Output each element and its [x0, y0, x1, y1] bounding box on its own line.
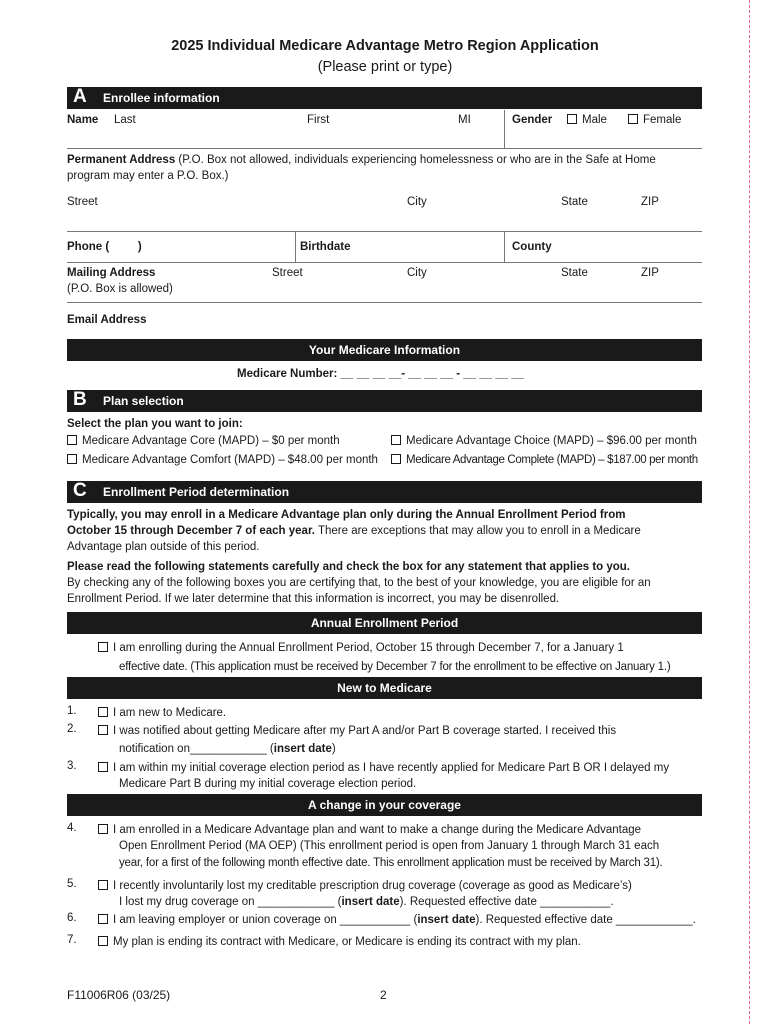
change-option-5[interactable] — [98, 878, 632, 894]
aep-checkbox[interactable] — [98, 642, 108, 652]
new-2-checkbox[interactable] — [98, 725, 108, 735]
divider — [295, 232, 296, 262]
last-name-field[interactable]: Last — [114, 114, 136, 126]
section-c-letter: C — [73, 480, 87, 501]
change-6-pre: I am leaving employer or union coverage on ___________ ( — [113, 914, 418, 926]
divider — [504, 232, 505, 262]
plan-option-choice[interactable] — [391, 435, 697, 447]
plan-option-complete[interactable] — [391, 454, 698, 466]
mailing-zip-field[interactable]: ZIP — [641, 267, 659, 279]
plan-comfort-checkbox[interactable] — [67, 454, 77, 464]
section-b-letter: B — [73, 389, 87, 410]
plan-comfort-label: Medicare Advantage Comfort (MAPD) – $48.00 per month — [82, 454, 378, 466]
mailing-state-field[interactable]: State — [561, 267, 588, 279]
permanent-city-field[interactable]: City — [407, 196, 427, 208]
plan-choice-label: Medicare Advantage Choice (MAPD) – $96.00 per month — [406, 435, 697, 447]
change-7-checkbox[interactable] — [98, 936, 108, 946]
section-a-title: Enrollee information — [103, 91, 220, 105]
change-4-line-3: year, for a first of the following month effective date. This enrollment application must be received by March 31). — [119, 857, 663, 869]
mailing-address-note: (P.O. Box is allowed) — [67, 283, 173, 295]
divider — [504, 110, 505, 148]
aep-line-1: I am enrolling during the Annual Enrollment Period, October 15 through December 7, for a January 1 — [113, 642, 624, 654]
new-to-medicare-header: New to Medicare — [67, 677, 702, 699]
change-4-line-2: Open Enrollment Period (MA OEP) (This enrollment period is open from January 1 through March 31 each — [119, 840, 660, 852]
cut-line — [749, 0, 750, 1024]
mailing-street-field[interactable]: Street — [272, 267, 303, 279]
section-a-header — [67, 87, 702, 109]
plan-option-comfort[interactable] — [67, 454, 378, 466]
divider — [67, 148, 702, 149]
new-3-continued: Medicare Part B during my initial coverage election period. — [119, 778, 417, 790]
email-address-field[interactable]: Email Address — [67, 314, 147, 326]
permanent-state-field[interactable]: State — [561, 196, 588, 208]
medicare-number-field[interactable]: Medicare Number: __ __ __ __- __ __ __ - __ __ __ __ — [237, 368, 525, 380]
intro-bold-2: October 15 through December 7 of each year. — [67, 525, 315, 537]
item-number: 5. — [67, 878, 77, 890]
enrollment-intro — [67, 507, 707, 555]
plan-prompt: Select the plan you want to join: — [67, 418, 243, 430]
permanent-address-title: Permanent Address — [67, 154, 176, 166]
item-number: 7. — [67, 934, 77, 946]
plan-complete-label: Medicare Advantage Complete (MAPD) – $187.00 per month — [406, 454, 698, 466]
medicare-info-header: Your Medicare Information — [67, 339, 702, 361]
permanent-address-label — [67, 152, 707, 184]
divider — [67, 302, 702, 303]
gender-female-option[interactable] — [628, 114, 681, 126]
divider — [67, 231, 702, 232]
form-subtitle: (Please print or type) — [317, 59, 453, 75]
aep-line-2: effective date. (This application must be received by December 7 for the enrollment to be effective on January 1.) — [119, 661, 671, 673]
change-6-checkbox[interactable] — [98, 914, 108, 924]
new-2-continued — [119, 741, 336, 757]
change-coverage-header: A change in your coverage — [67, 794, 702, 816]
mi-field[interactable]: MI — [458, 114, 471, 126]
change-option-6[interactable] — [98, 912, 696, 928]
section-a-letter: A — [73, 86, 87, 107]
male-label: Male — [582, 114, 607, 126]
new-1-label: I am new to Medicare. — [113, 707, 227, 719]
new-1-checkbox[interactable] — [98, 707, 108, 717]
mailing-city-field[interactable]: City — [407, 267, 427, 279]
new-option-3[interactable] — [98, 760, 669, 776]
divider — [67, 262, 702, 263]
section-c-header — [67, 481, 702, 503]
permanent-address-note-2: program may enter a P.O. Box.) — [67, 170, 229, 182]
new-2-date-pre: notification on____________ ( — [119, 743, 274, 755]
plan-core-label: Medicare Advantage Core (MAPD) – $0 per month — [82, 435, 340, 447]
permanent-zip-field[interactable]: ZIP — [641, 196, 659, 208]
page-number: 2 — [380, 988, 387, 1002]
aep-option[interactable] — [98, 640, 624, 656]
new-2-date-post: ) — [331, 743, 336, 755]
gender-male-option[interactable] — [567, 114, 607, 126]
female-label: Female — [643, 114, 682, 126]
plan-complete-checkbox[interactable] — [391, 454, 401, 464]
new-3-checkbox[interactable] — [98, 762, 108, 772]
male-checkbox[interactable] — [567, 114, 577, 124]
plan-core-checkbox[interactable] — [67, 435, 77, 445]
new-option-1[interactable] — [98, 705, 226, 721]
item-number: 1. — [67, 705, 77, 717]
name-label: Name — [67, 114, 99, 126]
permanent-street-field[interactable]: Street — [67, 196, 98, 208]
item-number: 3. — [67, 760, 77, 772]
change-4-line-1: I am enrolled in a Medicare Advantage plan and want to make a change during the Medicare Advantage — [113, 824, 642, 836]
plan-option-core[interactable] — [67, 435, 340, 447]
intro-line-3: Advantage plan outside of this period. — [67, 541, 260, 553]
change-4-checkbox[interactable] — [98, 824, 108, 834]
enrollment-instructions — [67, 559, 707, 607]
new-2-date-bold: insert date — [273, 743, 332, 755]
permanent-address-note-1: (P.O. Box not allowed, individuals experiencing homelessness or who are in the Safe at Home — [175, 154, 656, 166]
new-3-label: I am within my initial coverage election period as I have recently applied for Medicare Part B OR I delayed my — [113, 762, 670, 774]
change-7-label: My plan is ending its contract with Medicare, or Medicare is ending its contract with my plan. — [113, 936, 581, 948]
section-b-title: Plan selection — [103, 394, 184, 408]
change-6-post: ). Requested effective date ____________. — [475, 914, 696, 926]
new-2-label: I was notified about getting Medicare after my Part A and/or Part B coverage started. I received this — [113, 725, 617, 737]
change-5-line-2 — [119, 894, 614, 910]
item-number: 6. — [67, 912, 77, 924]
birthdate-field[interactable]: Birthdate — [300, 241, 351, 253]
form-title: 2025 Individual Medicare Advantage Metro Region Application — [171, 38, 599, 54]
plan-choice-checkbox[interactable] — [391, 435, 401, 445]
change-5-post: ). Requested effective date ___________. — [399, 896, 614, 908]
new-option-2[interactable] — [98, 723, 616, 739]
mailing-address-label: Mailing Address — [67, 267, 156, 279]
read-line-1: By checking any of the following boxes you are certifying that, to the best of your knowledge, you are eligible for an — [67, 577, 651, 589]
intro-bold-1: Typically, you may enroll in a Medicare Advantage plan only during the Annual Enrollment Period from — [67, 509, 626, 521]
form-id: F11006R06 (03/25) — [67, 988, 171, 1002]
item-number: 4. — [67, 822, 77, 834]
change-6-bold: insert date — [417, 914, 476, 926]
change-option-4[interactable] — [98, 822, 641, 838]
change-5-checkbox[interactable] — [98, 880, 108, 890]
change-5-pre: I lost my drug coverage on ____________ ( — [119, 896, 342, 908]
intro-rest-2: There are exceptions that may allow you to enroll in a Medicare — [314, 525, 641, 537]
change-5-bold: insert date — [341, 896, 400, 908]
item-number: 2. — [67, 723, 77, 735]
county-field[interactable]: County — [512, 241, 552, 253]
change-option-7[interactable] — [98, 934, 581, 950]
first-name-field[interactable]: First — [307, 114, 330, 126]
read-bold: Please read the following statements carefully and check the box for any statement that applies to you. — [67, 561, 631, 573]
aep-header: Annual Enrollment Period — [67, 612, 702, 634]
change-5-line-1: I recently involuntarily lost my creditable prescription drug coverage (coverage as good as Medicare’s) — [113, 880, 632, 892]
section-c-title: Enrollment Period determination — [103, 485, 290, 499]
phone-field[interactable]: Phone ( ) — [67, 241, 142, 253]
gender-label: Gender — [512, 114, 553, 126]
female-checkbox[interactable] — [628, 114, 638, 124]
section-b-header — [67, 390, 702, 412]
read-line-2: Enrollment Period. If we later determine that this information is incorrect, you may be disenrolled. — [67, 593, 560, 605]
